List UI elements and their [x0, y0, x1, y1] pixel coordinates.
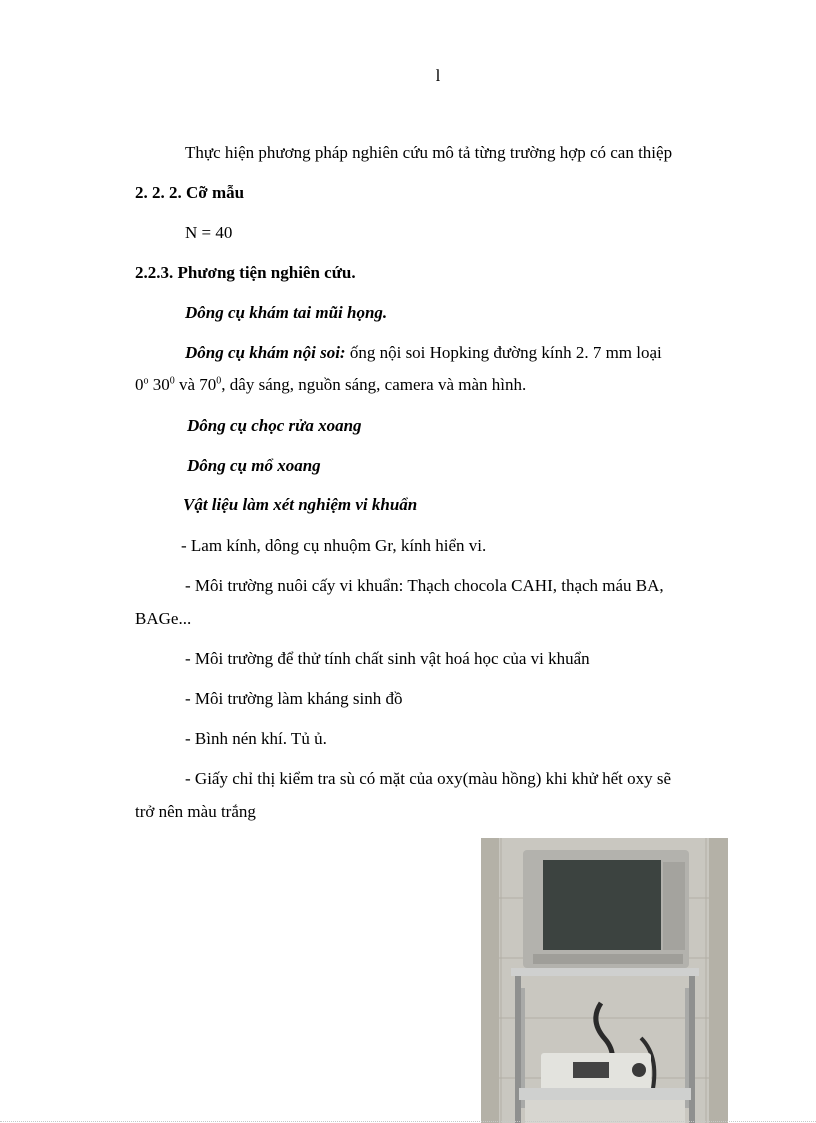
material-1: - Lam kính, dông cụ nhuộm Gr, kính hiển vi. — [181, 536, 487, 555]
item-ent-exam-tools: Dông cụ khám tai mũi họng. — [185, 303, 388, 322]
material-2-line-2: BAGe... — [135, 609, 192, 628]
item-bacteriology-materials: Vật liệu làm xét nghiệm vi khuẩn — [183, 495, 418, 514]
angle-70-sup: 0 — [216, 375, 222, 387]
section-heading-sample-size: 2. 2. 2. Cỡ mẫu — [135, 183, 245, 202]
material-6-line-1: - Giấy chỉ thị kiểm tra sù có mặt của oxy(màu hồng) khi khử hết oxy sẽ — [185, 769, 672, 788]
section-heading-research-means: 2.2.3. Phương tiện nghiên cứu. — [135, 263, 356, 282]
page-number: l — [435, 66, 441, 85]
item-sinus-puncture-tools: Dông cụ chọc rửa xoang — [187, 416, 362, 435]
endoscope-label: Dông cụ khám nội soi: — [185, 343, 346, 362]
endoscopy-equipment-photo — [481, 838, 728, 1123]
material-4: - Môi trường làm kháng sinh đồ — [185, 689, 403, 708]
angle-30: 30 — [152, 375, 170, 394]
material-5: - Bình nén khí. Tủ ủ. — [185, 729, 327, 748]
endoscopy-cart-illustration — [481, 838, 728, 1123]
angle-0: 0 — [135, 375, 144, 394]
material-6-line-2: trở nên màu trắng — [135, 802, 256, 821]
endoscope-line-2 — [135, 374, 526, 396]
material-3: - Môi trường để thử tính chất sinh vật hoá học của vi khuẩn — [185, 649, 590, 668]
endoscope-text-2: , dây sáng, nguồn sáng, camera và màn hình. — [221, 375, 527, 394]
endoscope-line-1 — [185, 342, 662, 364]
angle-70: 70 — [199, 375, 217, 394]
page-bottom-rule — [0, 1121, 816, 1122]
and-word: và — [179, 375, 196, 394]
angle-0-sup: o — [143, 375, 149, 387]
endoscope-text-1: ống nội soi Hopking đường kính 2. 7 mm loại — [349, 343, 662, 362]
material-2-line-1: - Môi trường nuôi cấy vi khuẩn: Thạch chocola CAHI, thạch máu BA, — [185, 576, 664, 595]
intro-line: Thực hiện phương pháp nghiên cứu mô tả từng trường hợp có can thiệp — [185, 143, 673, 162]
sample-size-value: N = 40 — [185, 223, 233, 242]
item-sinus-surgery-tools: Dông cụ mổ xoang — [187, 456, 321, 475]
angle-30-sup: 0 — [169, 375, 175, 387]
